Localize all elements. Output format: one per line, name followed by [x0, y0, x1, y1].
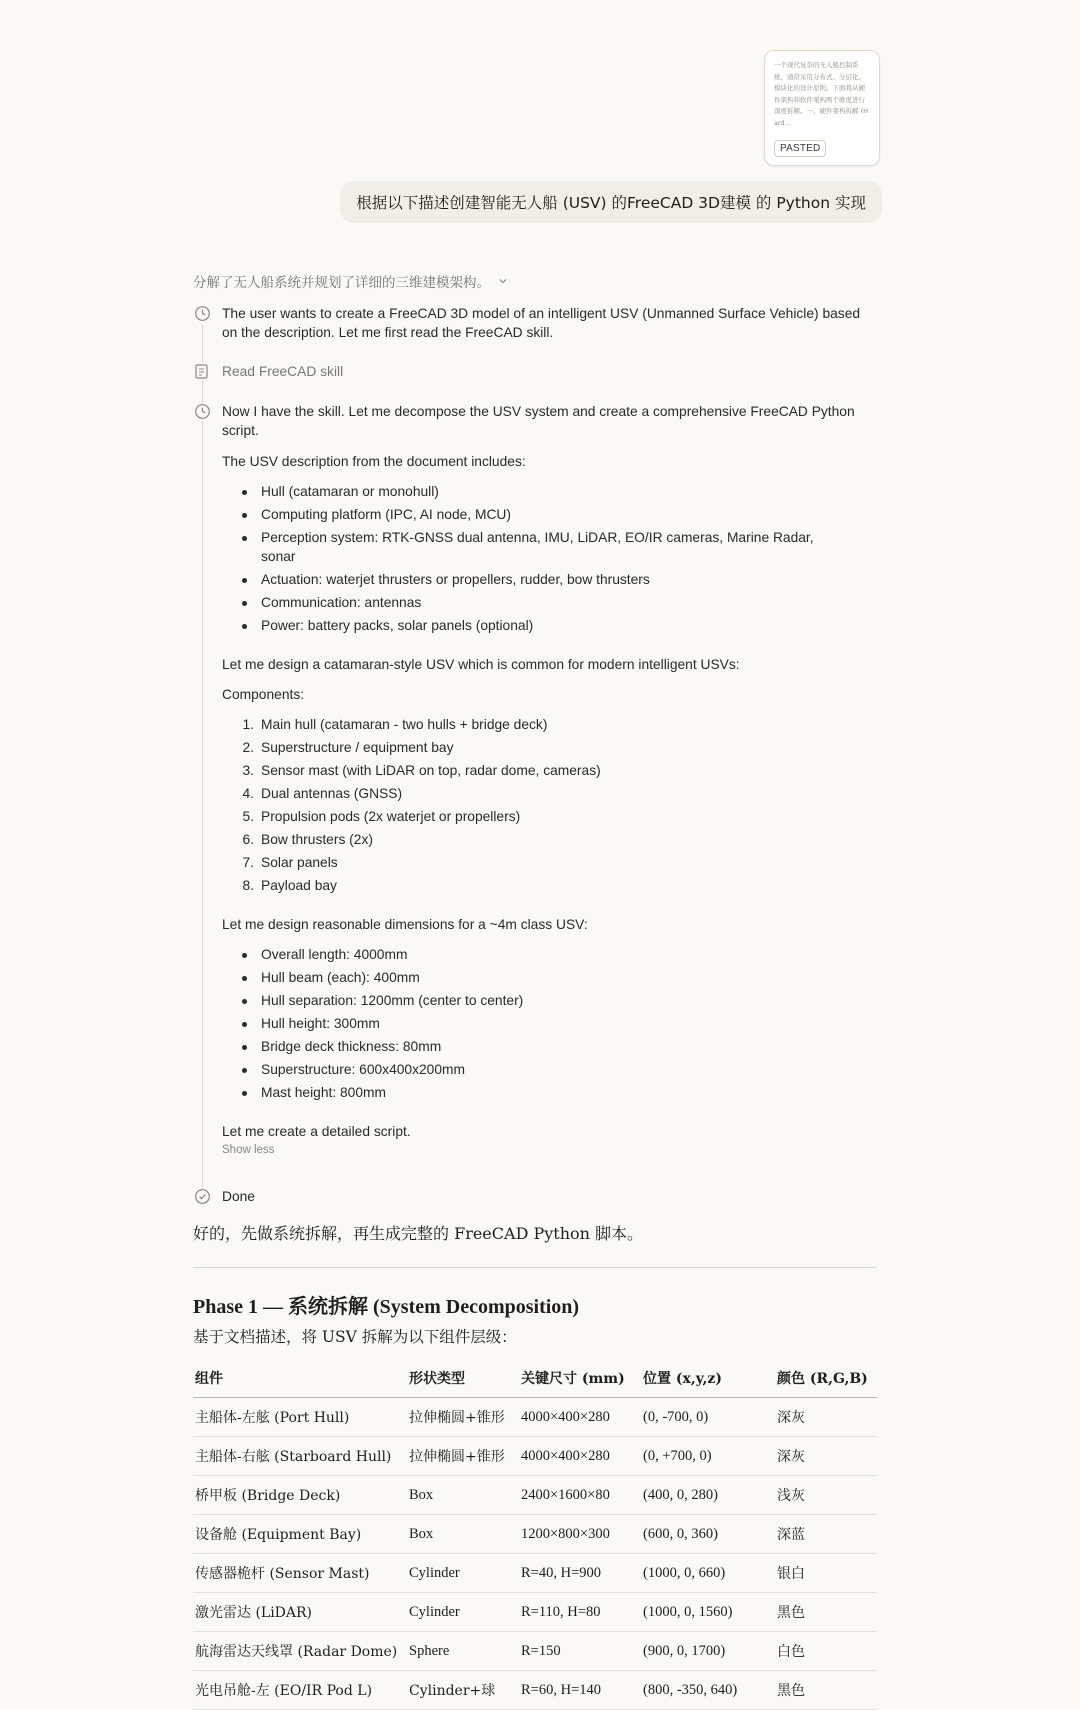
list-item: 5. Propulsion pods (2x waterjet or propellers): [242, 809, 521, 824]
document-icon: [194, 363, 211, 380]
table-cell: (0, +700, 0): [641, 1437, 775, 1476]
table-cell: (1000, 0, 1560): [641, 1593, 775, 1632]
table-row: [193, 1632, 877, 1671]
table-cell: 传感器桅杆 (Sensor Mast): [193, 1554, 407, 1593]
thinking-timeline-line: [202, 324, 203, 1190]
list-item: 3. Sensor mast (with LiDAR on top, radar dome, cameras): [242, 763, 601, 778]
table-header: 颜色 (R,G,B): [775, 1358, 877, 1398]
divider: [193, 1267, 877, 1268]
table-cell: 2400×1600×80: [519, 1476, 641, 1515]
components-label: Components:: [222, 687, 305, 702]
list-item: 7. Solar panels: [242, 855, 338, 870]
list-item: Power: battery packs, solar panels (optional): [222, 616, 872, 635]
pasted-attachment-card[interactable]: [764, 50, 880, 166]
thinking-summary-text: 分解了无人船系统并规划了详细的三维建模架构。: [193, 275, 490, 291]
tool-read-freecad-skill[interactable]: Read FreeCAD skill: [222, 364, 344, 379]
list-item: Actuation: waterjet thrusters or propellers, rudder, bow thrusters: [222, 570, 872, 589]
table-cell: 拉伸椭圆+锥形: [407, 1398, 519, 1437]
closing-line: Let me create a detailed script.: [222, 1124, 411, 1139]
table-row: [193, 1437, 877, 1476]
show-less-button[interactable]: Show less: [222, 1144, 275, 1156]
table-cell: (0, -700, 0): [641, 1398, 775, 1437]
table-cell: R=40, H=900: [519, 1554, 641, 1593]
table-row: [193, 1515, 877, 1554]
design-line: Let me design a catamaran-style USV which is common for modern intelligent USVs:: [222, 657, 740, 672]
table-header: 组件: [193, 1358, 407, 1398]
table-cell: 浅灰: [775, 1476, 877, 1515]
table-cell: R=110, H=80: [519, 1593, 641, 1632]
list-item: 8. Payload bay: [242, 878, 337, 893]
table-header: 关键尺寸 (mm): [519, 1358, 641, 1398]
list-item: Mast height: 800mm: [222, 1083, 872, 1102]
table-cell: Cylinder: [407, 1593, 519, 1632]
dims-intro: Let me design reasonable dimensions for a ~4m class USV:: [222, 917, 588, 932]
table-cell: (400, 0, 280): [641, 1476, 775, 1515]
table-cell: Cylinder: [407, 1554, 519, 1593]
thinking-step-1: The user wants to create a FreeCAD 3D model of an intelligent USV (Unmanned Surface Vehicle) based on the description. Let me first read the FreeCAD skill.: [222, 306, 861, 340]
table-header: 形状类型: [407, 1358, 519, 1398]
list-item: Superstructure: 600x400x200mm: [222, 1060, 872, 1079]
table-row: [193, 1476, 877, 1515]
desc-list: [222, 482, 872, 635]
table-cell: 激光雷达 (LiDAR): [193, 1593, 407, 1632]
phase-title: Phase 1 — 系统拆解 (System Decomposition): [193, 1296, 580, 1318]
clock-icon: [194, 305, 211, 322]
table-cell: 4000×400×280: [519, 1437, 641, 1476]
table-cell: (600, 0, 360): [641, 1515, 775, 1554]
table-row: [193, 1554, 877, 1593]
table-cell: 主船体-左舷 (Port Hull): [193, 1398, 407, 1437]
table-cell: 4000×400×280: [519, 1398, 641, 1437]
table-cell: Sphere: [407, 1632, 519, 1671]
table-cell: 白色: [775, 1632, 877, 1671]
list-item: Computing platform (IPC, AI node, MCU): [222, 505, 872, 524]
table-cell: 光电吊舱-左 (EO/IR Pod L): [193, 1671, 407, 1710]
step2-intro: Now I have the skill. Let me decompose the USV system and create a comprehensive FreeCAD Python script.: [222, 404, 855, 438]
list-item: Bridge deck thickness: 80mm: [222, 1037, 872, 1056]
table-cell: R=150: [519, 1632, 641, 1671]
list-item: Hull beam (each): 400mm: [222, 968, 872, 987]
table-cell: 黑色: [775, 1593, 877, 1632]
pasted-badge: PASTED: [774, 140, 826, 157]
table-cell: (800, -350, 640): [641, 1671, 775, 1710]
table-cell: (900, 0, 1700): [641, 1632, 775, 1671]
table-header: 位置 (x,y,z): [641, 1358, 775, 1398]
components-list: [222, 715, 872, 895]
list-item: Hull (catamaran or monohull): [222, 482, 872, 501]
desc-intro: The USV description from the document includes:: [222, 454, 526, 469]
list-item: Hull separation: 1200mm (center to center): [222, 991, 872, 1010]
list-item: Overall length: 4000mm: [222, 945, 872, 964]
pasted-preview-text: 一个现代复杂的无人船控制系统，通常采用分布式、分层化、模块化的设计原则。下面将从硬件架构和软件架构两个维度进行深度拆解。一、硬件架构拆解 (Hard...: [774, 61, 868, 127]
list-item: Communication: antennas: [222, 593, 872, 612]
list-item: 6. Bow thrusters (2x): [242, 832, 373, 847]
table-header-row: [193, 1358, 877, 1398]
table-cell: 主船体-右舷 (Starboard Hull): [193, 1437, 407, 1476]
table-cell: 黑色: [775, 1671, 877, 1710]
table-cell: 深蓝: [775, 1515, 877, 1554]
thinking-step-2: [222, 402, 872, 1160]
clock-icon: [194, 403, 211, 420]
check-circle-icon: [194, 1188, 211, 1205]
list-item: Hull height: 300mm: [222, 1014, 872, 1033]
list-item: Perception system: RTK-GNSS dual antenna, IMU, LiDAR, EO/IR cameras, Marine Radar, sonar: [222, 528, 872, 566]
table-cell: 拉伸椭圆+锥形: [407, 1437, 519, 1476]
table-cell: 设备舱 (Equipment Bay): [193, 1515, 407, 1554]
table-row: [193, 1593, 877, 1632]
chevron-down-icon: [498, 276, 508, 286]
dims-list: [222, 945, 872, 1102]
user-message-bubble: 根据以下描述创建智能无人船 (USV) 的FreeCAD 3D建模 的 Python 实现: [340, 181, 882, 223]
answer-intro: 好的，先做系统拆解，再生成完整的 FreeCAD Python 脚本。: [193, 1224, 644, 1243]
list-item: 1. Main hull (catamaran - two hulls + bridge deck): [242, 717, 548, 732]
table-cell: 深灰: [775, 1437, 877, 1476]
table-cell: 深灰: [775, 1398, 877, 1437]
table-cell: R=60, H=140: [519, 1671, 641, 1710]
table-cell: Cylinder+球: [407, 1671, 519, 1710]
table-cell: 1200×800×300: [519, 1515, 641, 1554]
list-item: 4. Dual antennas (GNSS): [242, 786, 403, 801]
table-cell: 银白: [775, 1554, 877, 1593]
table-cell: 航海雷达天线罩 (Radar Dome): [193, 1632, 407, 1671]
thinking-done: Done: [222, 1189, 255, 1204]
phase-subtitle: 基于文档描述，将 USV 拆解为以下组件层级：: [193, 1328, 517, 1346]
table-row: [193, 1398, 877, 1437]
thinking-summary-toggle[interactable]: [193, 271, 877, 291]
decomposition-table: [193, 1358, 877, 1710]
list-item: 2. Superstructure / equipment bay: [242, 740, 454, 755]
table-cell: Box: [407, 1476, 519, 1515]
table-cell: (1000, 0, 660): [641, 1554, 775, 1593]
table-cell: 桥甲板 (Bridge Deck): [193, 1476, 407, 1515]
table-cell: Box: [407, 1515, 519, 1554]
